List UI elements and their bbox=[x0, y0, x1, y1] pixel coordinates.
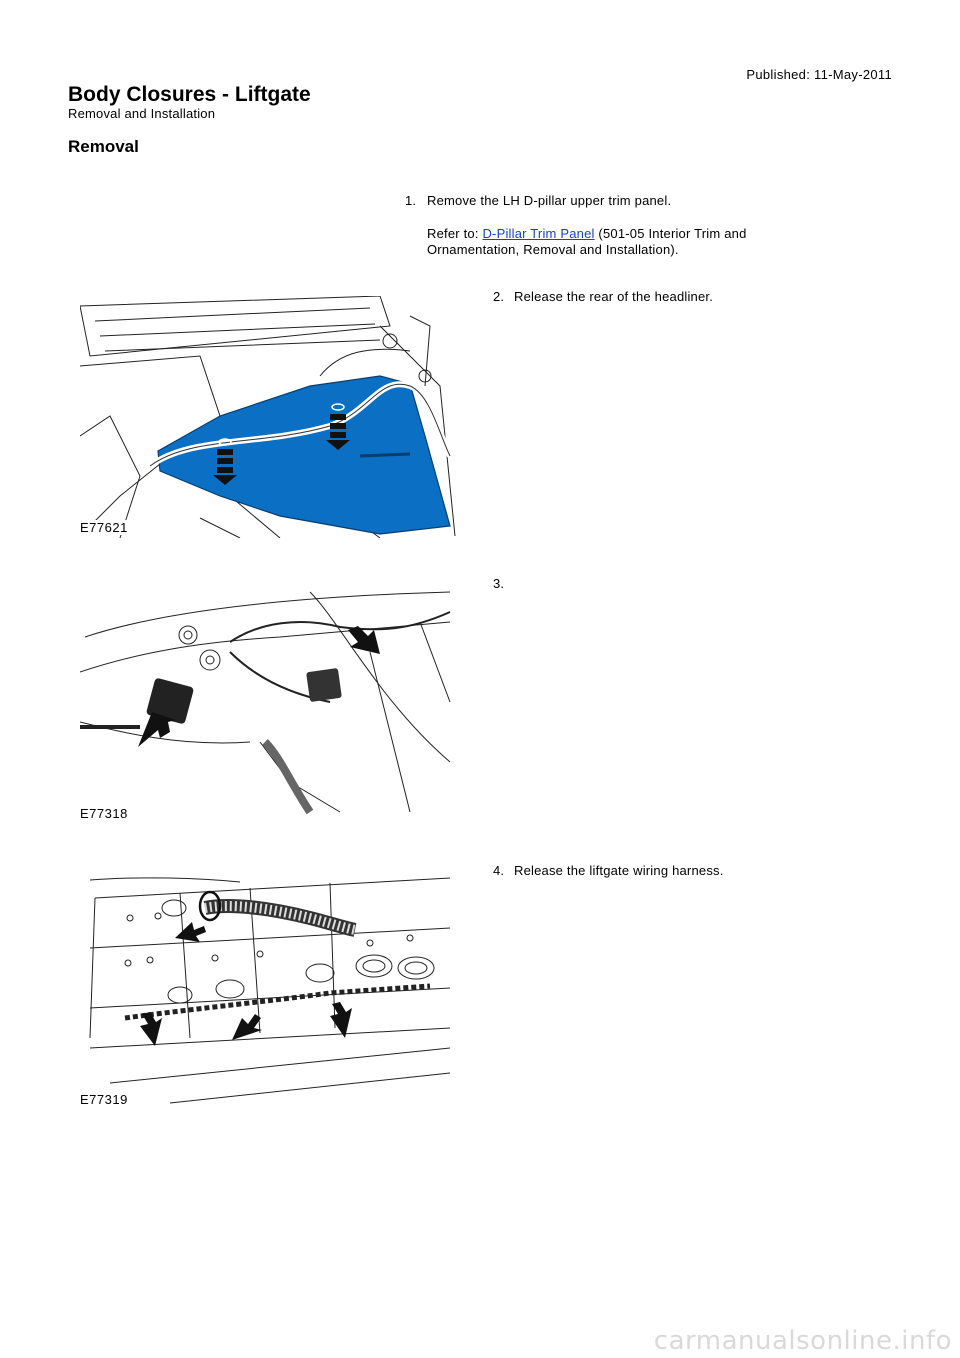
section-heading: Removal bbox=[68, 137, 139, 156]
figure-wiring-harness bbox=[80, 868, 455, 1108]
arrow-icon bbox=[175, 922, 206, 942]
refer-prefix: Refer to: bbox=[427, 226, 483, 241]
figure-label: E77319 bbox=[80, 1092, 132, 1107]
headliner-illustration bbox=[80, 296, 460, 538]
published-date: Published: 11-May-2011 bbox=[746, 67, 892, 82]
figure-label: E77621 bbox=[80, 520, 132, 535]
step-text: Release the liftgate wiring harness. bbox=[514, 863, 724, 878]
arrow-icon bbox=[330, 1002, 352, 1038]
figure-label: E77318 bbox=[80, 806, 132, 821]
step-reference bbox=[427, 226, 747, 258]
wiring-harness-illustration bbox=[80, 868, 455, 1108]
step-number: 2. bbox=[493, 289, 505, 304]
figure-connectors bbox=[80, 582, 455, 822]
page-title: Body Closures - Liftgate bbox=[68, 83, 311, 106]
refer-suffix-2: Ornamentation, Removal and Installation). bbox=[427, 242, 679, 257]
step-number: 1. bbox=[405, 193, 417, 208]
d-pillar-trim-panel-link[interactable]: D-Pillar Trim Panel bbox=[482, 226, 595, 241]
step-text: Remove the LH D-pillar upper trim panel. bbox=[427, 193, 672, 208]
arrow-icon bbox=[232, 1014, 262, 1040]
refer-suffix: (501-05 Interior Trim and bbox=[594, 226, 747, 241]
step-number: 3. bbox=[493, 576, 505, 591]
figure-headliner bbox=[80, 296, 460, 538]
watermark: carmanualsonline.info bbox=[653, 1326, 952, 1356]
page-subtitle: Removal and Installation bbox=[68, 106, 216, 121]
step-text: Release the rear of the headliner. bbox=[514, 289, 714, 304]
connectors-illustration bbox=[80, 582, 455, 822]
step-number: 4. bbox=[493, 863, 505, 878]
